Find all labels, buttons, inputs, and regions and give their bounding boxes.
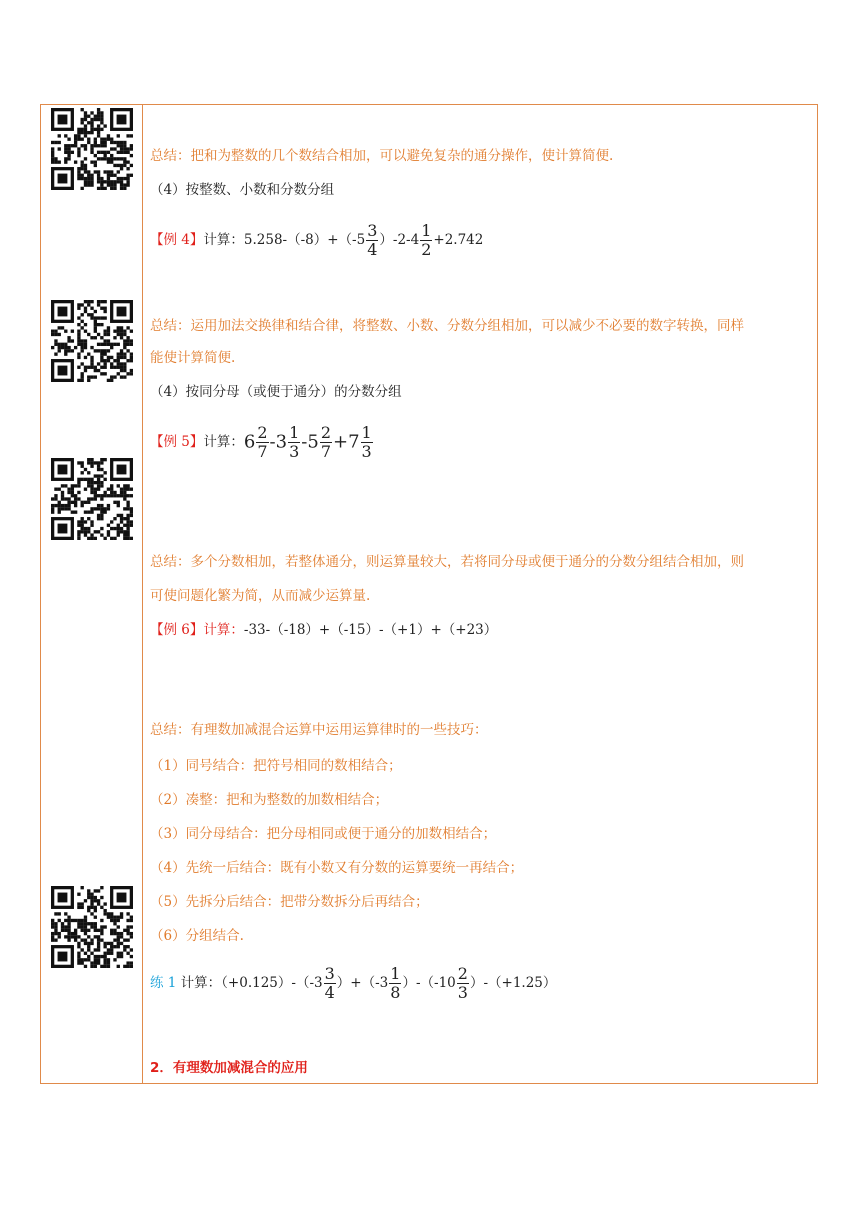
practice-text: 计算：（+0.125）-（-3 [176, 975, 323, 991]
example-text: +2.742 [433, 232, 484, 248]
tip-item: （6）分组结合. [150, 928, 244, 944]
example-4 [150, 220, 483, 260]
summary-text: 总结：有理数加减混合运算中运用运算律时的一些技巧： [150, 722, 488, 738]
column-divider [142, 104, 143, 1084]
tip-item: （5）先拆分后结合：把带分数拆分后再结合； [150, 894, 429, 910]
fraction: $\frac{3}{4}$ [367, 221, 378, 259]
section-title: 2．有理数加减混合的应用 [150, 1060, 308, 1076]
example-5: 【例 5】计算：6 $\frac{2}{7}$ -3 $\frac{1}{3}$ -5 $\frac{2}{7}$ +7 $\frac{1}{3}$ [150, 423, 372, 461]
fraction: $\frac{2}{7}$ [320, 423, 331, 461]
example-text: -33-（-18）+（-15）-（+1）+（+23） [243, 622, 498, 638]
fraction: $\frac{2}{7}$ [257, 423, 268, 461]
practice-text: ）-（+1.25） [469, 975, 557, 991]
fraction: $\frac{1}{2}$ [421, 221, 432, 259]
example-text: 计算： [203, 434, 244, 450]
summary-text: 能使计算简便. [150, 350, 236, 366]
tip-item: （3）同分母结合：把分母相同或便于通分的加数相结合； [150, 826, 497, 842]
qr-code-icon[interactable] [51, 300, 133, 382]
fraction: $\frac{2}{3}$ [457, 964, 468, 1002]
example-text: ）-2-4 [379, 232, 420, 248]
example-label: 【例 4】 [150, 232, 204, 248]
fraction: $\frac{1}{8}$ [390, 964, 401, 1002]
fraction: $\frac{1}{3}$ [361, 423, 372, 461]
qr-code-icon[interactable] [51, 458, 133, 540]
example-text: 计算：5.258-（-8）+（-5 [203, 232, 366, 248]
section-heading: （4）按整数、小数和分数分组 [150, 182, 335, 198]
example-label: 【例 5】 [150, 434, 204, 450]
summary-text: 总结：运用加法交换律和结合律，将整数、小数、分数分组相加，可以减少不必要的数字转换，同样 [150, 318, 744, 334]
practice-text: ）+（-3 [336, 975, 389, 991]
section-heading: （4）按同分母（或便于通分）的分数分组 [150, 384, 402, 400]
practice-1 [150, 963, 556, 1003]
example-text: 计算： [203, 622, 244, 638]
tip-item: （4）先统一后结合：既有小数又有分数的运算要统一再结合； [150, 860, 524, 876]
summary-text: 总结：把和为整数的几个数结合相加，可以避免复杂的通分操作，使计算简便. [150, 148, 614, 164]
qr-code-icon[interactable] [51, 886, 133, 968]
tip-item: （2）凑整：把和为整数的加数相结合； [150, 792, 389, 808]
summary-text: 总结：多个分数相加，若整体通分，则运算量较大，若将同分母或便于通分的分数分组结合相加，则 [150, 554, 744, 570]
example-6 [150, 620, 497, 640]
example-label: 【例 6】 [150, 622, 204, 638]
fraction: $\frac{1}{3}$ [289, 423, 300, 461]
fraction: $\frac{3}{4}$ [324, 964, 335, 1002]
tip-item: （1）同号结合：把符号相同的数相结合； [150, 758, 402, 774]
summary-text: 可使问题化繁为简，从而减少运算量. [150, 588, 371, 604]
qr-code-icon[interactable] [51, 108, 133, 190]
practice-text: ）-（-10 [402, 975, 456, 991]
practice-label: 练 1 [150, 975, 177, 991]
